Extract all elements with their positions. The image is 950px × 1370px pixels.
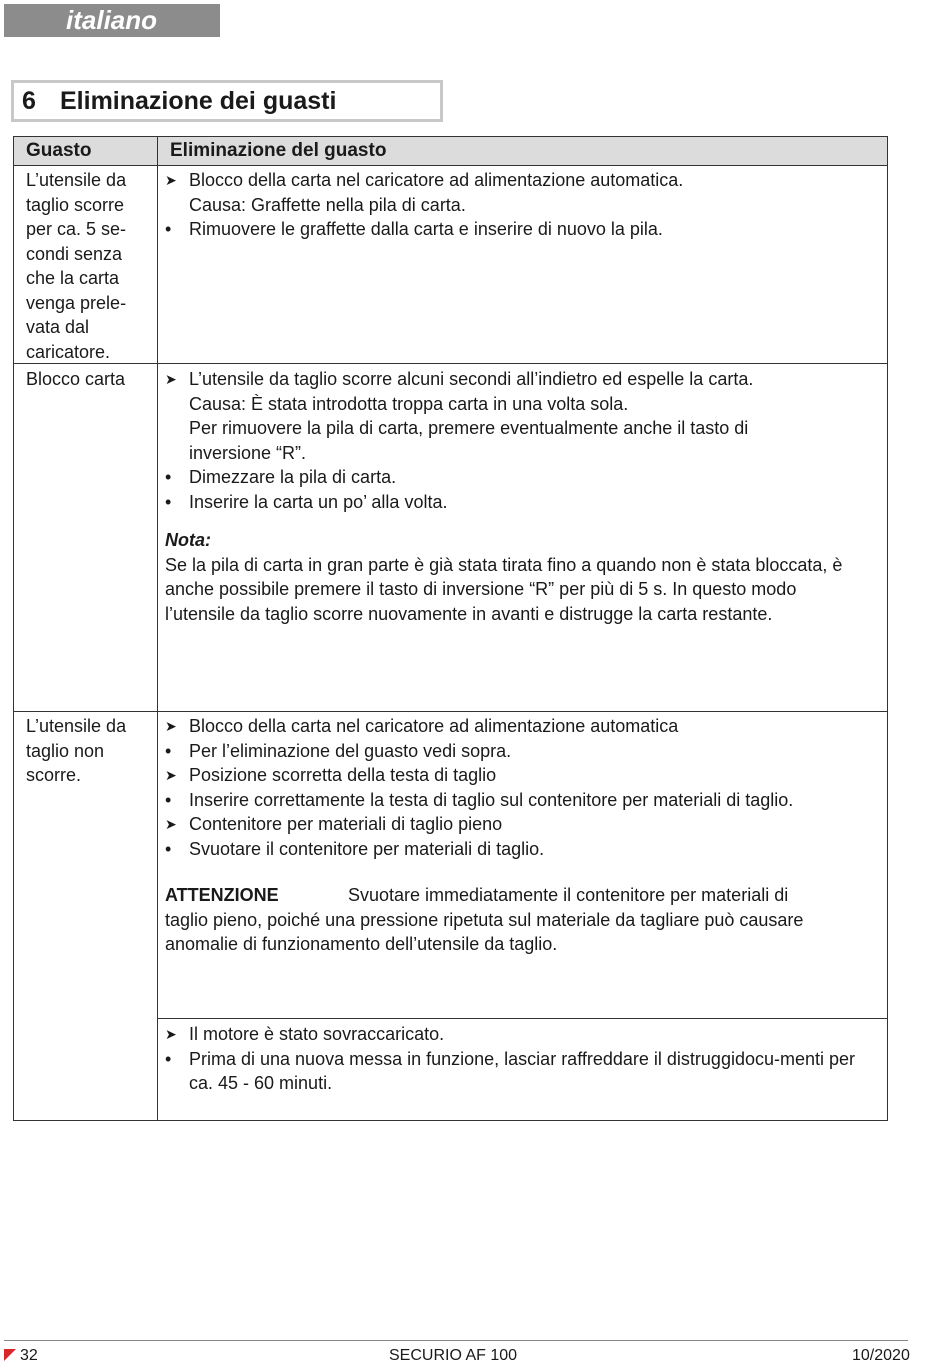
section-number: 6: [22, 87, 36, 115]
arrow-icon: ➤: [165, 718, 177, 734]
item-text: Per l’eliminazione del guasto vedi sopra.: [189, 740, 512, 761]
item-text: Per rimuovere la pila di carta, premere eventualmente anche il tasto di inversione “R”.: [189, 418, 749, 463]
list-item: [165, 217, 883, 242]
warning-title: ATTENZIONE: [165, 885, 279, 905]
document-date: 10/2020: [852, 1347, 910, 1364]
list-item: [165, 837, 883, 862]
warning-text: Svuotare immediatamente il contenitore per materiali di taglio pieno, poiché una pressione ripetuta sul materiale da tagliare può causare anomalie di funzionamento dell’utensile da taglio.: [165, 885, 804, 954]
bullet-icon: •: [165, 219, 172, 239]
header-divider: [13, 165, 888, 166]
bullet-icon: •: [165, 838, 172, 859]
note-text: Se la pila di carta in gran parte è già stata tirata fino a quando non è stata bloccata, è anche possibile premere il tasto di inversione “R” per più di 5 s. In questo modo l’utensile da taglio scorre nuovamente in avanti e distrugge la carta restante.: [165, 554, 843, 624]
footer-divider: [4, 1340, 908, 1341]
list-item: [165, 739, 883, 764]
list-item: [165, 367, 825, 392]
page-number: 32: [20, 1347, 38, 1364]
item-text: Causa: Graffette nella pila di carta.: [189, 194, 466, 215]
column-divider: [157, 136, 158, 1121]
section-title-text: Eliminazione dei guasti: [60, 87, 337, 115]
remedy-cell: [165, 1022, 865, 1096]
remedy-cell: [165, 168, 883, 242]
remedy-cell: [165, 714, 883, 957]
list-item: [165, 392, 825, 417]
bullet-icon: •: [165, 740, 172, 761]
row-divider: [13, 711, 888, 712]
item-text: Inserire la carta un po’ alla volta.: [189, 491, 448, 512]
list-item: [165, 416, 825, 465]
language-tab: italiano: [4, 4, 220, 37]
item-text: Posizione scorretta della testa di taglio: [189, 765, 497, 785]
note-title: Nota:: [165, 530, 211, 550]
arrow-icon: ➤: [165, 1026, 177, 1042]
item-text: Inserire correttamente la testa di taglio sul contenitore per materiali di taglio.: [189, 789, 794, 810]
list-item: [165, 1047, 865, 1096]
list-item: [165, 788, 883, 813]
bullet-icon: •: [165, 789, 172, 810]
product-name: SECURIO AF 100: [389, 1347, 518, 1364]
column-header-guasto: Guasto: [26, 140, 92, 161]
item-text: Svuotare il contenitore per materiali di taglio.: [189, 838, 545, 859]
arrow-icon: ➤: [165, 172, 177, 188]
fault-cause: L’utensile da taglio scorre per ca. 5 se-condi senza che la carta venga prele-vata dal caricatore.: [26, 170, 127, 362]
item-text: L’utensile da taglio scorre alcuni secondi all’indietro ed espelle la carta.: [189, 369, 754, 389]
arrow-icon: ➤: [165, 816, 177, 832]
section-title: [11, 80, 443, 122]
list-item: [165, 168, 883, 193]
bullet-icon: •: [165, 1048, 172, 1069]
arrow-icon: ➤: [165, 767, 177, 783]
arrow-icon: ➤: [165, 371, 177, 387]
warning-block: [165, 883, 835, 957]
item-text: Rimuovere le graffette dalla carta e inserire di nuovo la pila.: [189, 219, 663, 239]
item-text: Contenitore per materiali di taglio pieno: [189, 814, 503, 834]
item-marker: [165, 416, 189, 465]
item-marker: [165, 193, 189, 218]
item-text: Blocco della carta nel caricatore ad alimentazione automatica: [189, 716, 679, 736]
item-text: Il motore è stato sovraccaricato.: [189, 1024, 445, 1044]
item-text: Prima di una nuova messa in funzione, lasciar raffreddare il distruggidocu-menti per ca. 45 - 60 minuti.: [189, 1048, 856, 1093]
page-corner-icon: [4, 1349, 16, 1361]
list-item: [165, 763, 883, 788]
item-text: Dimezzare la pila di carta.: [189, 467, 397, 487]
item-text: Blocco della carta nel caricatore ad alimentazione automatica.: [189, 170, 684, 190]
bullet-icon: •: [165, 467, 172, 487]
list-item: [165, 193, 883, 218]
sub-row-divider: [157, 1018, 888, 1019]
bullet-icon: •: [165, 491, 172, 512]
item-marker: [165, 392, 189, 417]
fault-cause: Blocco carta: [26, 369, 126, 389]
item-text: Causa: È stata introdotta troppa carta in una volta sola.: [189, 393, 629, 414]
remedy-cell: [165, 367, 843, 626]
list-item: [165, 812, 883, 837]
list-item: [165, 714, 883, 739]
fault-cause: L’utensile da taglio non scorre.: [26, 716, 127, 785]
list-item: [165, 490, 825, 515]
list-item: [165, 465, 825, 490]
list-item: [165, 1022, 865, 1047]
column-header-eliminazione: Eliminazione del guasto: [170, 140, 387, 161]
